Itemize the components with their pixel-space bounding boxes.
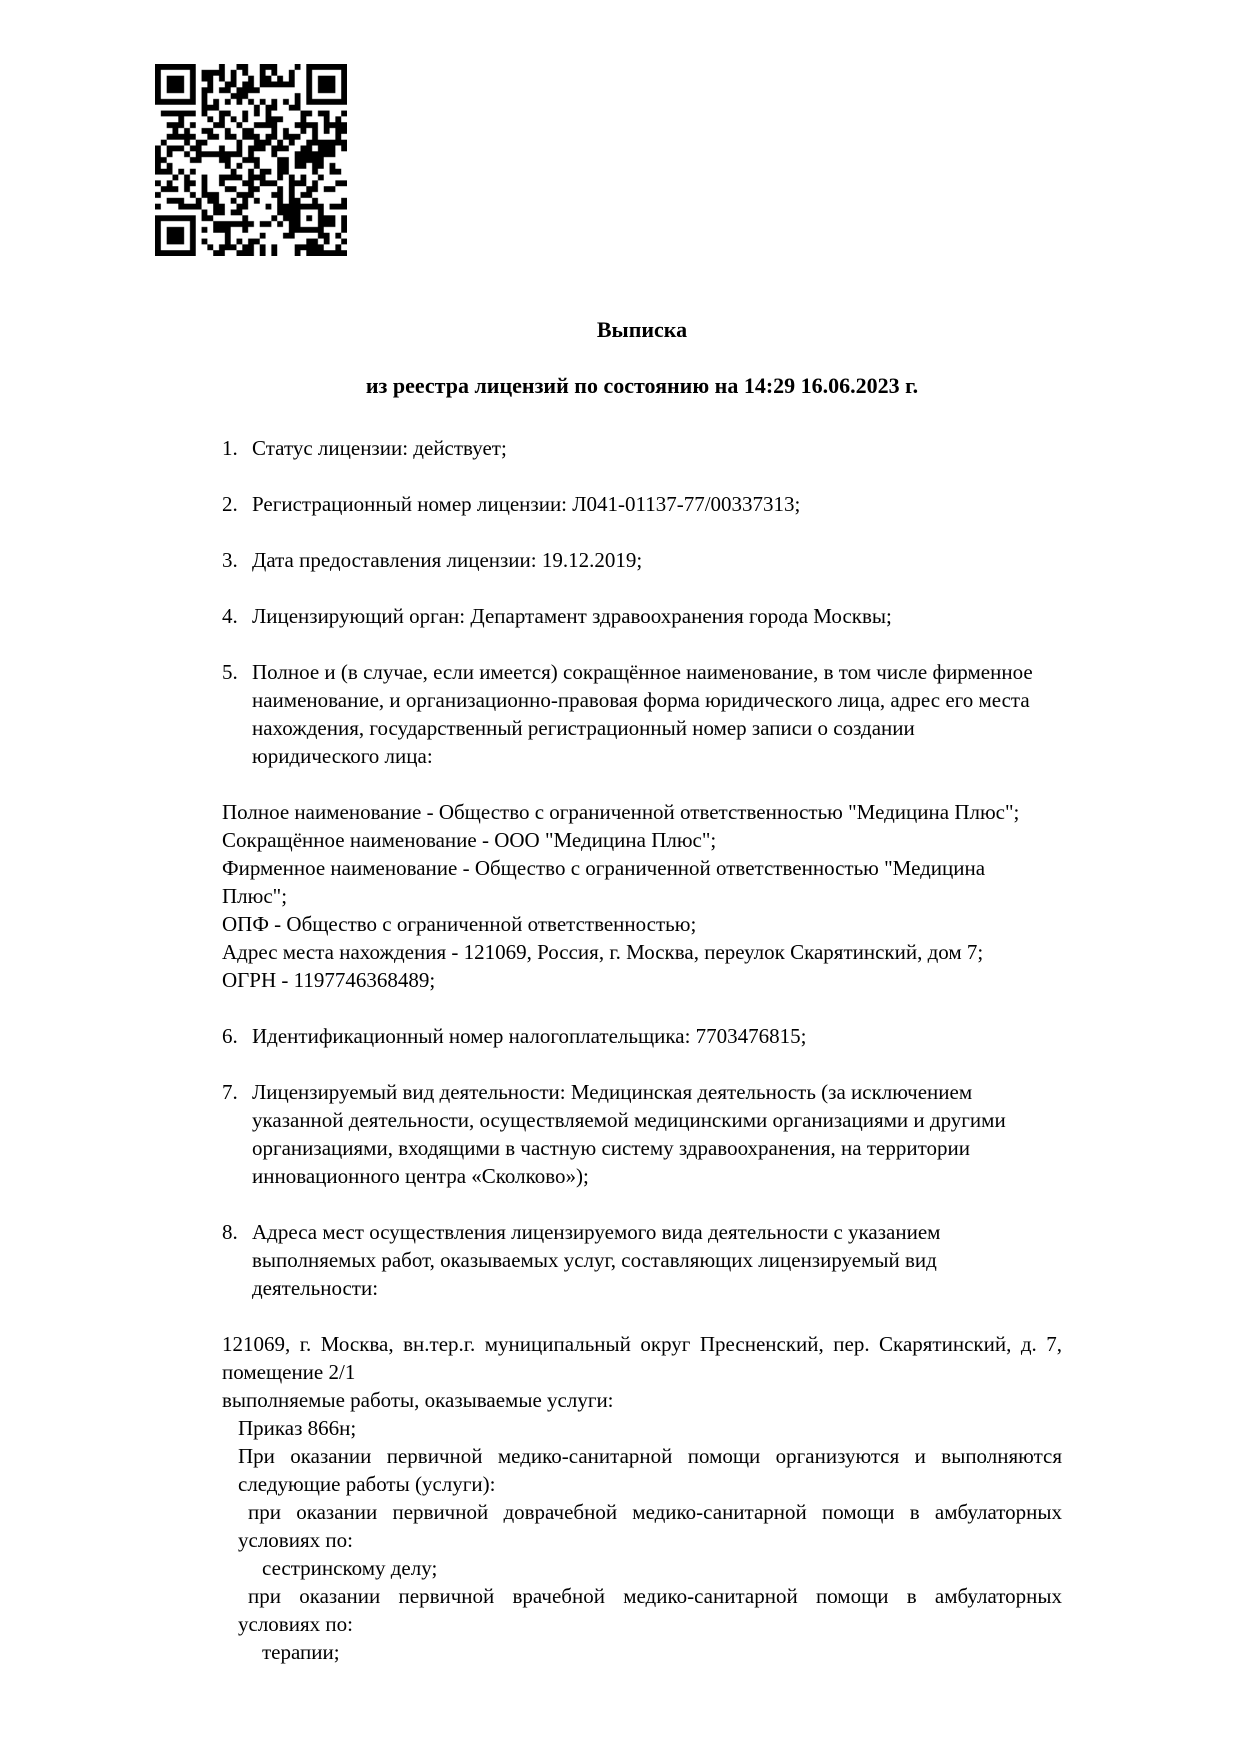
document-line: Статус лицензии: действует;	[252, 436, 507, 460]
document-line: выполняемых работ, оказываемых услуг, составляющих лицензируемый вид	[252, 1248, 937, 1272]
document-line: сестринскому делу;	[262, 1556, 438, 1580]
document-line: организациями, входящими в частную систему здравоохранения, на территории	[252, 1136, 970, 1160]
document-line: Адреса мест осуществления лицензируемого вида деятельности с указанием	[252, 1220, 941, 1244]
document-line: условиях по:	[238, 1528, 353, 1552]
item-number: 4.	[222, 604, 238, 628]
list-item-5	[222, 658, 1062, 770]
document-line: следующие работы (услуги):	[238, 1472, 496, 1496]
document-line: Плюс";	[222, 884, 288, 908]
document-line: наименование, и организационно-правовая форма юридического лица, адрес его места	[252, 688, 1030, 712]
document-line: ОПФ - Общество с ограниченной ответственностью;	[222, 912, 697, 936]
list-item-2	[222, 490, 1062, 518]
document-line: ОГРН - 1197746368489;	[222, 968, 436, 992]
document-body	[222, 434, 1062, 1666]
document-line: инновационного центра «Сколково»);	[252, 1164, 589, 1188]
document-title: Выписка	[596, 317, 688, 342]
list-item-1	[222, 434, 1062, 462]
document-line: Фирменное наименование - Общество с ограниченной ответственностью "Медицина	[222, 856, 986, 880]
document-line: выполняемые работы, оказываемые услуги:	[222, 1388, 614, 1412]
document-line: деятельности:	[252, 1276, 379, 1300]
document-line: при оказании первичной врачебной медико-санитарной помощи в амбулаторных	[248, 1584, 1062, 1608]
list-item-7	[222, 1078, 1062, 1190]
qr-code-icon	[155, 64, 347, 256]
document-line: нахождения, государственный регистрационный номер записи о создании	[252, 716, 915, 740]
document-line: терапии;	[262, 1640, 340, 1664]
list-item-6	[222, 1022, 1062, 1050]
paragraph	[222, 798, 1062, 994]
document-subtitle: из реестра лицензий по состоянию на 14:29 16.06.2023 г.	[365, 373, 919, 398]
item-number: 1.	[222, 436, 238, 460]
document-line: Лицензирующий орган: Департамент здравоохранения города Москвы;	[252, 604, 892, 628]
paragraph	[222, 1330, 1062, 1666]
list-item-3	[222, 546, 1062, 574]
item-number: 8.	[222, 1220, 238, 1244]
document-line: Полное наименование - Общество с ограниченной ответственностью "Медицина Плюс";	[222, 800, 1020, 824]
document-line: при оказании первичной доврачебной медико-санитарной помощи в амбулаторных	[248, 1500, 1062, 1524]
document-line: указанной деятельности, осуществляемой медицинскими организациями и другими	[252, 1108, 1006, 1132]
document-line: Дата предоставления лицензии: 19.12.2019;	[252, 548, 643, 572]
document-line: Полное и (в случае, если имеется) сокращённое наименование, в том числе фирменное	[252, 660, 1033, 684]
document-line: Идентификационный номер налогоплательщика: 7703476815;	[252, 1024, 807, 1048]
document-line: Сокращённое наименование - ООО "Медицина Плюс";	[222, 828, 717, 852]
document-line: помещение 2/1	[222, 1360, 356, 1384]
list-item-8	[222, 1218, 1062, 1302]
document-line: При оказании первичной медико-санитарной помощи организуются и выполняются	[238, 1444, 1062, 1468]
document-line: 121069, г. Москва, вн.тер.г. муниципальный округ Пресненский, пер. Скарятинский, д. 7,	[222, 1332, 1062, 1356]
document-line: Адрес места нахождения - 121069, Россия, г. Москва, переулок Скарятинский, дом 7;	[222, 940, 984, 964]
list-item-4	[222, 602, 1062, 630]
item-number: 3.	[222, 548, 238, 572]
document-line: условиях по:	[238, 1612, 353, 1636]
item-number: 5.	[222, 660, 238, 684]
document-line: Лицензируемый вид деятельности: Медицинская деятельность (за исключением	[252, 1080, 973, 1104]
item-number: 2.	[222, 492, 238, 516]
item-number: 6.	[222, 1024, 238, 1048]
item-number: 7.	[222, 1080, 238, 1104]
document-line: Регистрационный номер лицензии: Л041-01137-77/00337313;	[252, 492, 801, 516]
document-line: Приказ 866н;	[238, 1416, 357, 1440]
document-line: юридического лица:	[252, 744, 433, 768]
